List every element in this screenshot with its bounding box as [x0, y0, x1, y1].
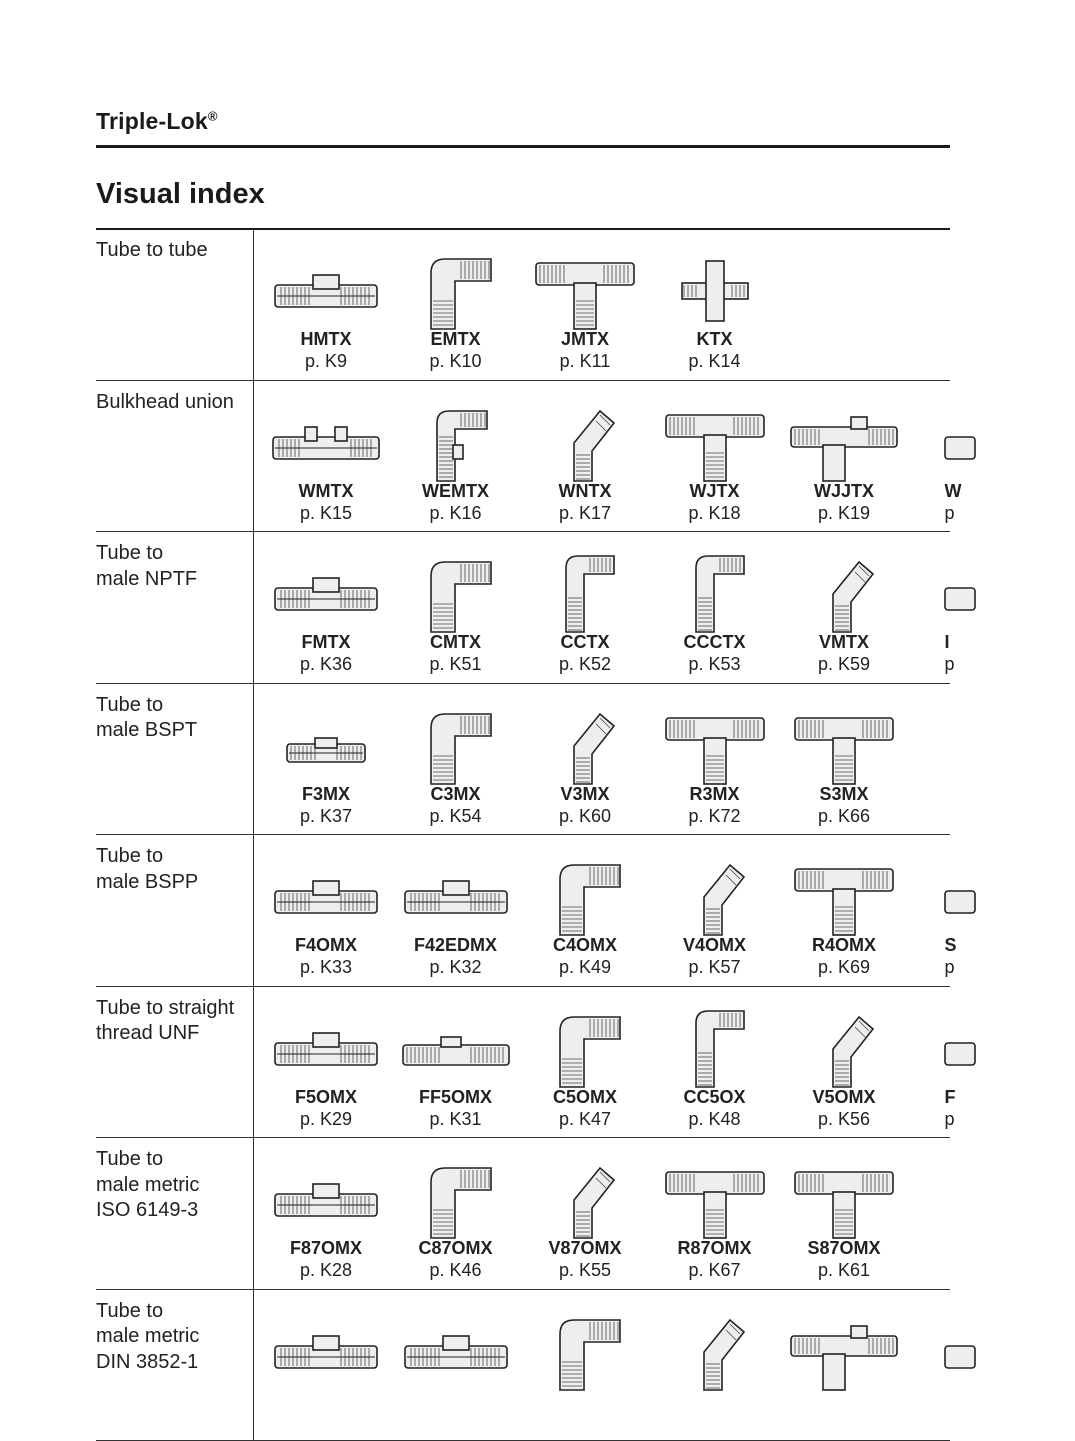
fitting-illustration — [660, 700, 770, 784]
fitting-code: KTX — [650, 329, 780, 350]
page-reference: p. K57 — [650, 957, 780, 978]
fitting-entry[interactable] — [909, 1290, 1039, 1440]
fitting-code: FMTX — [261, 632, 391, 653]
fitting-entry[interactable] — [391, 1138, 521, 1288]
fitting-illustration — [530, 1154, 640, 1238]
fitting-illustration — [401, 1003, 511, 1087]
page-reference: p. K28 — [261, 1260, 391, 1281]
page-title: Visual index — [96, 178, 265, 211]
fitting-illustration — [401, 245, 511, 329]
fitting-illustration — [530, 245, 640, 329]
column-divider — [253, 835, 254, 986]
page-reference: p. K16 — [391, 503, 521, 524]
fitting-code: VMTX — [779, 632, 909, 653]
fitting-code: WEMTX — [391, 481, 521, 502]
fitting-entry[interactable] — [391, 987, 521, 1137]
fitting-illustration — [789, 1154, 899, 1238]
fitting-entry[interactable] — [261, 229, 391, 379]
fitting-illustration — [945, 851, 1055, 935]
page-reference: p. K14 — [650, 351, 780, 372]
fitting-entry[interactable] — [391, 835, 521, 985]
fitting-entry[interactable] — [391, 1290, 521, 1440]
page-reference: p — [945, 654, 1075, 675]
fitting-entry[interactable] — [261, 1138, 391, 1288]
fitting-illustration — [660, 851, 770, 935]
fitting-code: V5OMX — [779, 1087, 909, 1108]
row-category-label: Tube to male NPTF — [96, 541, 246, 592]
fitting-code: S — [945, 935, 1075, 956]
page-reference: p — [945, 503, 1075, 524]
fitting-code: V4OMX — [650, 935, 780, 956]
fitting-illustration — [660, 397, 770, 481]
fitting-entry[interactable] — [779, 1138, 909, 1288]
fitting-entry[interactable] — [520, 1290, 650, 1440]
page-reference: p. K69 — [779, 957, 909, 978]
page-reference: p. K11 — [520, 351, 650, 372]
fitting-code: S3MX — [779, 784, 909, 805]
fitting-code: F5OMX — [261, 1087, 391, 1108]
fitting-illustration — [660, 245, 770, 329]
page-reference: p. K46 — [391, 1260, 521, 1281]
fitting-entry[interactable] — [391, 532, 521, 682]
visual-index-table — [96, 229, 950, 1441]
fitting-illustration — [530, 1306, 640, 1390]
fitting-code: F4OMX — [261, 935, 391, 956]
fitting-illustration — [789, 397, 899, 481]
fitting-illustration — [401, 548, 511, 632]
fitting-code: CC5OX — [650, 1087, 780, 1108]
fitting-entry[interactable] — [520, 532, 650, 682]
fitting-code: I — [945, 632, 1075, 653]
index-row — [96, 532, 950, 684]
fitting-entry[interactable] — [261, 835, 391, 985]
page-reference: p. K72 — [650, 806, 780, 827]
fitting-entry[interactable] — [261, 987, 391, 1137]
fitting-entry[interactable] — [520, 684, 650, 834]
page-reference: p. K47 — [520, 1109, 650, 1130]
fitting-illustration — [271, 851, 381, 935]
page-reference: p. K66 — [779, 806, 909, 827]
fitting-illustration — [945, 397, 1055, 481]
fitting-code: F3MX — [261, 784, 391, 805]
header-rule — [96, 145, 950, 148]
fitting-illustration — [401, 851, 511, 935]
fitting-code: CCTX — [520, 632, 650, 653]
fitting-code: V87OMX — [520, 1238, 650, 1259]
fitting-code: W — [945, 481, 1075, 502]
index-row — [96, 1138, 950, 1290]
row-category-label: Tube to straight thread UNF — [96, 996, 246, 1047]
fitting-entry[interactable] — [779, 835, 909, 985]
fitting-code: CCCTX — [650, 632, 780, 653]
row-category-label: Bulkhead union — [96, 390, 246, 416]
fitting-code: F42EDMX — [391, 935, 521, 956]
fitting-entry[interactable] — [779, 532, 909, 682]
fitting-illustration — [660, 1003, 770, 1087]
fitting-illustration — [271, 1306, 381, 1390]
fitting-entry[interactable] — [650, 1290, 780, 1440]
page-reference: p — [945, 957, 1075, 978]
fitting-code: R87OMX — [650, 1238, 780, 1259]
page-reference: p. K15 — [261, 503, 391, 524]
fitting-entry[interactable] — [779, 987, 909, 1137]
fitting-code: C87OMX — [391, 1238, 521, 1259]
brand-title: Triple-Lok® — [96, 108, 218, 135]
fitting-illustration — [271, 700, 381, 784]
page-reference: p. K59 — [779, 654, 909, 675]
fitting-illustration — [789, 851, 899, 935]
fitting-entry[interactable] — [779, 1290, 909, 1440]
fitting-illustration — [530, 548, 640, 632]
fitting-entry[interactable] — [909, 532, 1039, 682]
page-reference: p. K53 — [650, 654, 780, 675]
fitting-illustration — [789, 1003, 899, 1087]
fitting-code: WJTX — [650, 481, 780, 502]
page-reference: p. K29 — [261, 1109, 391, 1130]
fitting-illustration — [401, 397, 511, 481]
fitting-code: EMTX — [391, 329, 521, 350]
page-reference: p. K49 — [520, 957, 650, 978]
fitting-entry[interactable] — [650, 532, 780, 682]
fitting-illustration — [530, 700, 640, 784]
fitting-entry[interactable] — [391, 229, 521, 379]
fitting-entry[interactable] — [261, 381, 391, 531]
page-reference: p. K36 — [261, 654, 391, 675]
column-divider — [253, 684, 254, 835]
column-divider — [253, 229, 254, 380]
column-divider — [253, 1138, 254, 1289]
fitting-entry[interactable] — [261, 532, 391, 682]
index-row — [96, 987, 950, 1139]
page-reference: p. K51 — [391, 654, 521, 675]
fitting-illustration — [401, 1306, 511, 1390]
column-divider — [253, 1290, 254, 1441]
fitting-illustration — [530, 1003, 640, 1087]
fitting-entry[interactable] — [909, 835, 1039, 985]
fitting-code: C3MX — [391, 784, 521, 805]
fitting-entry[interactable] — [261, 684, 391, 834]
row-category-label: Tube to tube — [96, 238, 246, 264]
page-reference: p. K9 — [261, 351, 391, 372]
fitting-entry[interactable] — [520, 1138, 650, 1288]
fitting-code: F — [945, 1087, 1075, 1108]
index-row — [96, 835, 950, 987]
fitting-illustration — [660, 1306, 770, 1390]
fitting-entry[interactable] — [909, 381, 1039, 531]
fitting-illustration — [789, 548, 899, 632]
fitting-code: C4OMX — [520, 935, 650, 956]
fitting-entry[interactable] — [520, 229, 650, 379]
fitting-illustration — [945, 1306, 1055, 1390]
index-row — [96, 381, 950, 533]
page-reference: p. K55 — [520, 1260, 650, 1281]
fitting-code: S87OMX — [779, 1238, 909, 1259]
fitting-code: FF5OMX — [391, 1087, 521, 1108]
fitting-illustration — [271, 1154, 381, 1238]
fitting-entry[interactable] — [909, 987, 1039, 1137]
fitting-entry[interactable] — [650, 229, 780, 379]
page-reference: p. K19 — [779, 503, 909, 524]
fitting-illustration — [660, 548, 770, 632]
fitting-illustration — [660, 1154, 770, 1238]
fitting-code: WJJTX — [779, 481, 909, 502]
page-reference: p. K17 — [520, 503, 650, 524]
fitting-entry[interactable] — [520, 835, 650, 985]
page-reference: p. K32 — [391, 957, 521, 978]
fitting-code: V3MX — [520, 784, 650, 805]
page-reference: p. K18 — [650, 503, 780, 524]
fitting-entry[interactable] — [779, 381, 909, 531]
fitting-entry[interactable] — [520, 987, 650, 1137]
fitting-illustration — [401, 700, 511, 784]
fitting-code: JMTX — [520, 329, 650, 350]
fitting-entry[interactable] — [650, 684, 780, 834]
fitting-illustration — [789, 1306, 899, 1390]
column-divider — [253, 381, 254, 532]
fitting-illustration — [271, 1003, 381, 1087]
fitting-entry[interactable] — [391, 381, 521, 531]
page-reference: p. K61 — [779, 1260, 909, 1281]
page-reference: p. K52 — [520, 654, 650, 675]
fitting-entry[interactable] — [261, 1290, 391, 1440]
fitting-entry[interactable] — [779, 684, 909, 834]
fitting-code: WNTX — [520, 481, 650, 502]
fitting-entry[interactable] — [391, 684, 521, 834]
fitting-illustration — [945, 1003, 1055, 1087]
fitting-entry[interactable] — [650, 1138, 780, 1288]
row-category-label: Tube to male metric DIN 3852-1 — [96, 1299, 246, 1376]
row-category-label: Tube to male metric ISO 6149-3 — [96, 1147, 246, 1224]
page-reference: p — [945, 1109, 1075, 1130]
fitting-code: CMTX — [391, 632, 521, 653]
row-category-label: Tube to male BSPP — [96, 844, 246, 895]
fitting-code: R3MX — [650, 784, 780, 805]
index-row — [96, 684, 950, 836]
row-category-label: Tube to male BSPT — [96, 693, 246, 744]
page-reference: p. K10 — [391, 351, 521, 372]
fitting-code: F87OMX — [261, 1238, 391, 1259]
page-reference: p. K33 — [261, 957, 391, 978]
fitting-illustration — [271, 548, 381, 632]
index-row — [96, 229, 950, 381]
column-divider — [253, 987, 254, 1138]
fitting-illustration — [789, 700, 899, 784]
index-row — [96, 1290, 950, 1441]
fitting-code: HMTX — [261, 329, 391, 350]
fitting-entry[interactable] — [520, 381, 650, 531]
page-reference: p. K60 — [520, 806, 650, 827]
fitting-illustration — [945, 548, 1055, 632]
page-reference: p. K37 — [261, 806, 391, 827]
fitting-illustration — [530, 851, 640, 935]
fitting-entry[interactable] — [650, 987, 780, 1137]
fitting-illustration — [401, 1154, 511, 1238]
page-reference: p. K56 — [779, 1109, 909, 1130]
fitting-code: R4OMX — [779, 935, 909, 956]
page-reference: p. K67 — [650, 1260, 780, 1281]
page-reference: p. K54 — [391, 806, 521, 827]
fitting-code: C5OMX — [520, 1087, 650, 1108]
fitting-code: WMTX — [261, 481, 391, 502]
page-reference: p. K48 — [650, 1109, 780, 1130]
fitting-entry[interactable] — [650, 381, 780, 531]
fitting-illustration — [530, 397, 640, 481]
fitting-entry[interactable] — [650, 835, 780, 985]
fitting-illustration — [271, 245, 381, 329]
column-divider — [253, 532, 254, 683]
page-reference: p. K31 — [391, 1109, 521, 1130]
fitting-illustration — [271, 397, 381, 481]
